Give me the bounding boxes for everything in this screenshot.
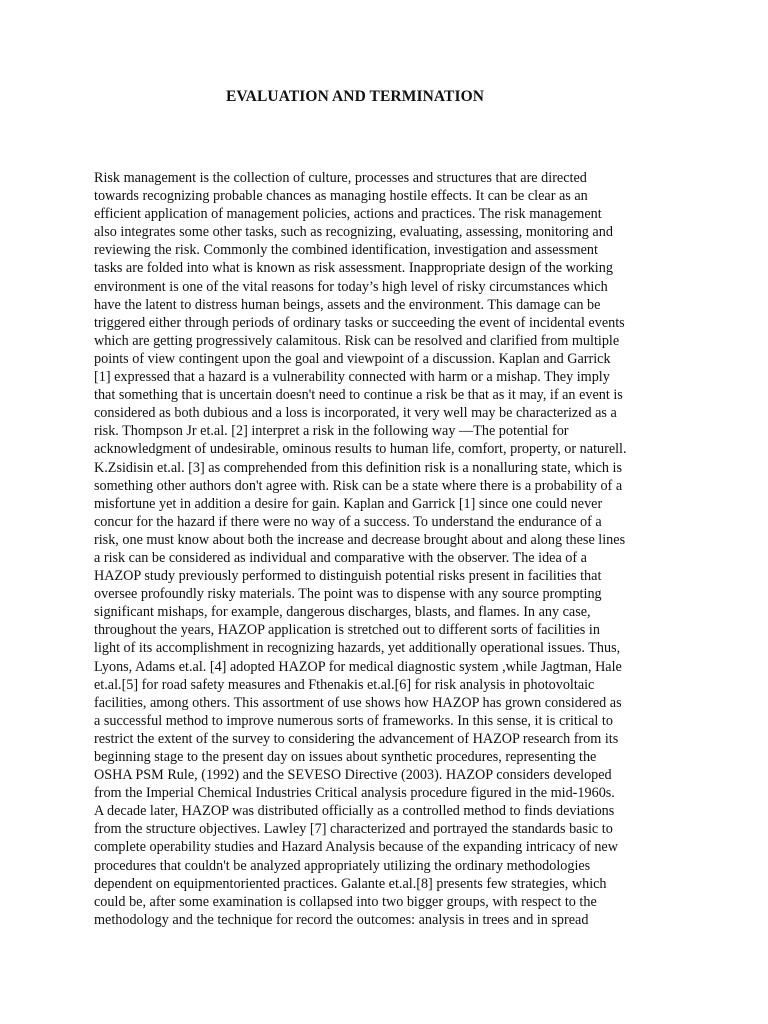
- text-line: throughout the years, HAZOP application is stretched out to different sorts of facilities in: [94, 622, 600, 639]
- text-line: triggered either through periods of ordinary tasks or succeeding the event of incidental events: [94, 314, 625, 331]
- text-line: have the latent to distress human beings, assets and the environment. This damage can be: [94, 296, 601, 313]
- text-line: beginning stage to the present day on issues about synthetic procedures, representing the: [94, 749, 597, 765]
- text-line: HAZOP study previously performed to distinguish potential risks present in facilities that: [94, 568, 602, 585]
- text-line: [1] expressed that a hazard is a vulnerability connected with harm or a mishap. They imply: [94, 369, 610, 386]
- text-line: misfortune yet in addition a desire for gain. Kaplan and Garrick [1] since one could never: [94, 495, 603, 512]
- text-line: points of view contingent upon the goal and viewpoint of a discussion. Kaplan and Garrick: [94, 350, 611, 367]
- text-line: something other authors don't agree with. Risk can be a state where there is a probability of a: [94, 477, 623, 494]
- text-line: procedures that couldn't be analyzed appropriately utilizing the ordinary methodologies: [94, 857, 591, 874]
- text-line: significant mishaps, for example, dangerous discharges, blasts, and flames. In any case,: [94, 604, 591, 621]
- text-line: which are getting progressively calamitous. Risk can be resolved and clarified from multiple: [94, 332, 620, 349]
- text-line: methodology and the technique for record the outcomes: analysis in trees and in spread: [94, 911, 589, 928]
- text-line: complete operability studies and Hazard Analysis because of the expanding intricacy of new: [94, 839, 618, 856]
- text-line: towards recognizing probable chances as managing hostile effects. It can be clear as an: [94, 188, 588, 205]
- text-line: risk. Thompson Jr et.al. [2] interpret a risk in the following way ―The potential for: [94, 423, 569, 440]
- text-line: OSHA PSM Rule, (1992) and the SEVESO Directive (2003). HAZOP considers developed: [94, 767, 612, 784]
- text-line: Lyons, Adams et.al. [4] adopted HAZOP for medical diagnostic system ,while Jagtman, Hale: [94, 658, 622, 675]
- text-line: restrict the extent of the survey to considering the advancement of HAZOP research from its: [94, 730, 619, 747]
- text-line: light of its accomplishment in recognizing hazards, yet additionally operational issues. Thus,: [94, 640, 621, 657]
- text-line: efficient application of management policies, actions and practices. The risk management: [94, 206, 602, 223]
- text-line: considered as both dubious and a loss is incorporated, it very well may be characterized as a: [94, 405, 617, 422]
- text-line: facilities, among others. This assortment of use shows how HAZOP has grown considered as: [94, 694, 622, 711]
- text-line: could be, after some examination is collapsed into two bigger groups, with respect to the: [94, 893, 597, 910]
- page-title: EVALUATION AND TERMINATION: [225, 88, 485, 105]
- text-line: a successful method to improve numerous sorts of frameworks. In this sense, it is critical to: [94, 712, 613, 729]
- text-line: reviewing the risk. Commonly the combined identification, investigation and assessment: [94, 242, 598, 259]
- text-line: Risk management is the collection of culture, processes and structures that are directed: [94, 170, 587, 186]
- text-line: risk, one must know about both the increase and decrease brought about and along these lines: [94, 531, 626, 548]
- text-line: A decade later, HAZOP was distributed officially as a controlled method to finds deviations: [94, 803, 615, 820]
- body-paragraph: [94, 169, 684, 929]
- text-line: et.al.[5] for road safety measures and Fthenakis et.al.[6] for risk analysis in photovoltaic: [94, 676, 595, 693]
- text-line: dependent on equipmentoriented practices. Galante et.al.[8] presents few strategies, which: [94, 875, 607, 892]
- text-line: environment is one of the vital reasons for today’s high level of risky circumstances which: [94, 278, 608, 295]
- text-line: K.Zsidisin et.al. [3] as comprehended from this definition risk is a nonalluring state, which is: [94, 459, 622, 476]
- text-line: a risk can be considered as individual and comparative with the observer. The idea of a: [94, 549, 587, 566]
- text-line: acknowledgment of undesirable, ominous results to human life, comfort, property, or naturell.: [94, 441, 627, 458]
- text-line: that something that is uncertain doesn't need to continue a risk be that as it may, if an event is: [94, 387, 623, 404]
- text-line: tasks are folded into what is known as risk assessment. Inappropriate design of the working: [94, 260, 613, 277]
- text-line: oversee profoundly risky materials. The point was to dispense with any source prompting: [94, 586, 602, 603]
- text-line: from the structure objectives. Lawley [7] characterized and portrayed the standards basic to: [94, 821, 613, 838]
- text-line: also integrates some other tasks, such as recognizing, evaluating, assessing, monitoring and: [94, 224, 613, 241]
- text-line: concur for the hazard if there were no way of a success. To understand the endurance of a: [94, 513, 602, 530]
- text-line: from the Imperial Chemical Industries Critical analysis procedure figured in the mid-1960s.: [94, 785, 615, 802]
